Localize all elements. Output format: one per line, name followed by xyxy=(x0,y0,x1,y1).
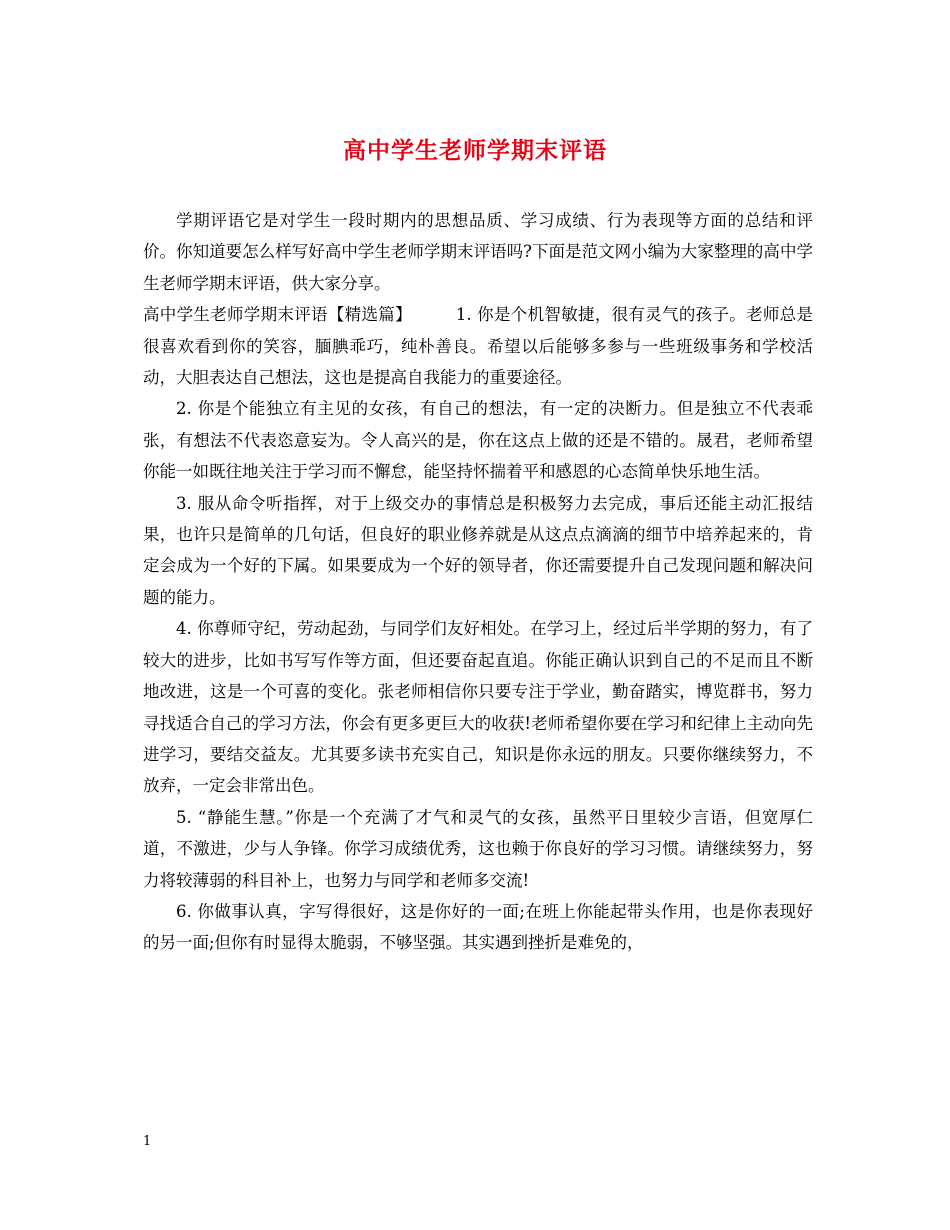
comment-paragraph-2: 2. 你是个能独立有主见的女孩，有自己的想法，有一定的决断力。但是独立不代表乖张，有想法不代表恣意妄为。令人高兴的是，你在这点上做的还是不错的。晟君，老师希望你能一如既往地关注于学习而不懈怠，能坚持怀揣着平和感恩的心态简单快乐地生活。 xyxy=(143,399,813,482)
document-body xyxy=(143,205,813,959)
comment-paragraph-1: 1. 你是个机智敏捷，很有灵气的孩子。老师总是很喜欢看到你的笑容，腼腆乖巧，纯朴善良。希望以后能够多参与一些班级事务和学校活动，大胆表达自己想法，这也是提高自我能力的重要途径。 xyxy=(143,305,813,388)
comment-paragraph-6: 6. 你做事认真，字写得很好，这是你好的一面;在班上你能起带头作用，也是你表现好的另一面;但你有时显得太脆弱，不够坚强。其实遇到挫折是难免的， xyxy=(143,901,813,953)
page-number: 1 xyxy=(143,1134,152,1149)
comment-paragraph-5: 5. “静能生慧。”你是一个充满了才气和灵气的女孩，虽然平日里较少言语，但宽厚仁道，不激进，少与人争锋。你学习成绩优秀，这也赖于你良好的学习习惯。请继续努力，努力将较薄弱的科目补上，也努力与同学和老师多交流! xyxy=(143,807,813,890)
comment-paragraph-4: 4. 你尊师守纪，劳动起劲，与同学们友好相处。在学习上，经过后半学期的努力，有了较大的进步，比如书写写作等方面，但还要奋起直追。你能正确认识到自己的不足而且不断地改进，这是一个可喜的变化。张老师相信你只要专注于学业，勤奋踏实，博览群书，努力寻找适合自己的学习方法，你会有更多更巨大的收获!老师希望你要在学习和纪律上主动向先进学习，要结交益友。尤其要多读书充实自己，知识是你永远的朋友。只要你继续努力，不放弃，一定会非常出色。 xyxy=(143,619,813,796)
section-heading: 高中学生老师学期末评语【精选篇】 xyxy=(143,305,412,325)
comment-paragraph-3: 3. 服从命令听指挥，对于上级交办的事情总是积极努力去完成，事后还能主动汇报结果，也许只是简单的几句话，但良好的职业修养就是从这点点滴滴的细节中培养起来的，肯定会成为一个好的下属。如果要成为一个好的领导者，你还需要提升自己发现问题和解决问题的能力。 xyxy=(143,493,813,607)
document-title: 高中学生老师学期末评语 xyxy=(343,137,607,164)
intro-paragraph: 学期评语它是对学生一段时期内的思想品质、学习成绩、行为表现等方面的总结和评价。你知道要怎么样写好高中学生老师学期末评语吗?下面是范文网小编为大家整理的高中学生老师学期末评语，供大家分享。 xyxy=(143,211,813,293)
section-paragraph xyxy=(143,299,813,393)
